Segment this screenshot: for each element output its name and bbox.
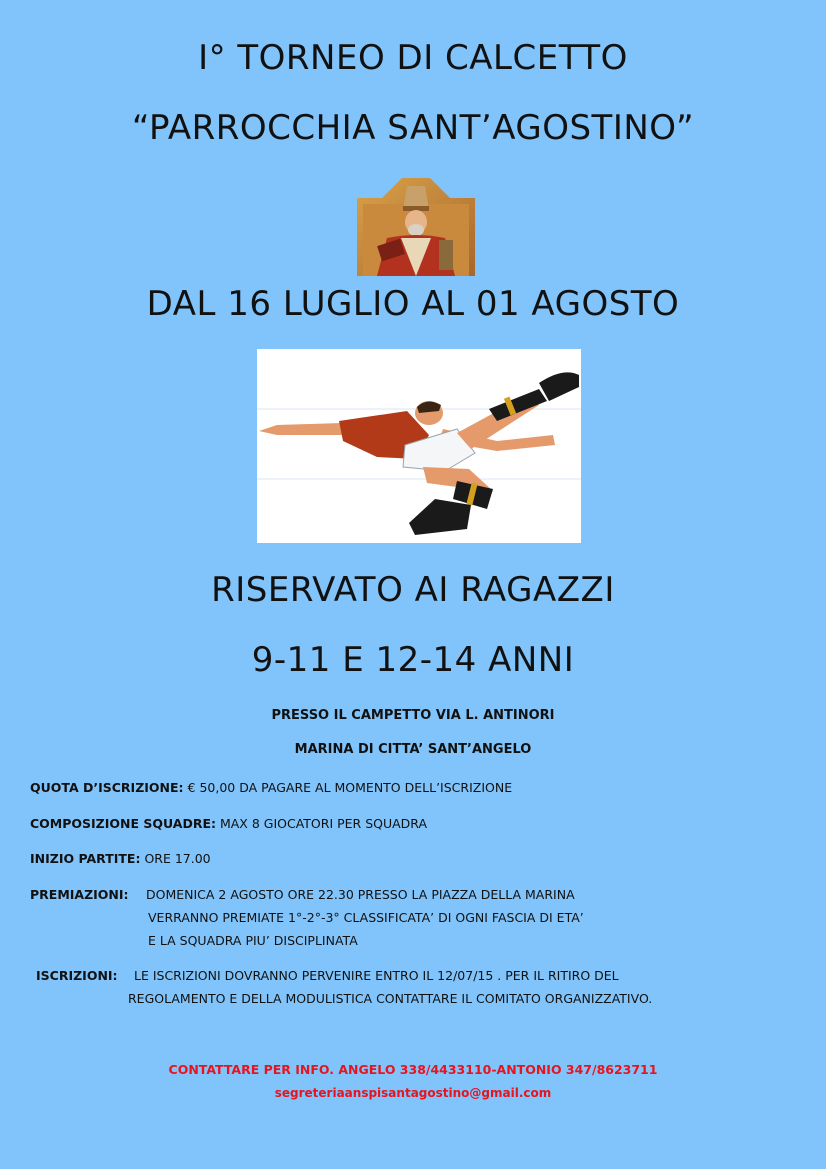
- fee-value: € 50,00 DA PAGARE AL MOMENTO DELL’ISCRIZIONE: [187, 780, 513, 795]
- registration-row: [36, 968, 118, 983]
- teams-label: COMPOSIZIONE SQUADRE:: [30, 816, 216, 831]
- saint-portrait-image: [357, 178, 475, 276]
- start-value: ORE 17.00: [144, 851, 211, 866]
- start-label: INIZIO PARTITE:: [30, 851, 141, 866]
- registration-line-1: LE ISCRIZIONI DOVRANNO PERVENIRE ENTRO IL 12/07/15 . PER IL RITIRO DEL: [134, 968, 619, 983]
- reserved-heading: RISERVATO AI RAGAZZI: [211, 570, 615, 610]
- teams-value: MAX 8 GIOCATORI PER SQUADRA: [219, 816, 428, 831]
- registration-line-2: REGOLAMENTO E DELLA MODULISTICA CONTATTARE IL COMITATO ORGANIZZATIVO.: [128, 991, 653, 1006]
- contact-email-link[interactable]: segreteriaanspisantagostino@gmail.com: [274, 1086, 552, 1100]
- awards-row: [30, 887, 129, 902]
- fee-row: [30, 780, 512, 795]
- title-line-1: I° TORNEO DI CALCETTO: [198, 38, 628, 78]
- location-line-1: PRESSO IL CAMPETTO VIA L. ANTINORI: [271, 708, 555, 723]
- registration-label: ISCRIZIONI:: [36, 968, 118, 983]
- contact-phones: CONTATTARE PER INFO. ANGELO 338/4433110-ANTONIO 347/8623711: [168, 1062, 658, 1077]
- dates-heading: DAL 16 LUGLIO AL 01 AGOSTO: [146, 284, 680, 324]
- ages-heading: 9-11 E 12-14 ANNI: [251, 640, 575, 680]
- player-image: [257, 349, 581, 543]
- awards-line-1: DOMENICA 2 AGOSTO ORE 22.30 PRESSO LA PIAZZA DELLA MARINA: [146, 887, 575, 902]
- title-line-2: “PARROCCHIA SANT’AGOSTINO”: [131, 108, 695, 148]
- start-row: [30, 851, 211, 866]
- awards-line-3: E LA SQUADRA PIU’ DISCIPLINATA: [148, 933, 358, 948]
- location-line-2: MARINA DI CITTA’ SANT’ANGELO: [294, 742, 532, 757]
- fee-label: QUOTA D’ISCRIZIONE:: [30, 780, 184, 795]
- awards-label: PREMIAZIONI:: [30, 887, 129, 902]
- teams-row: [30, 816, 427, 831]
- awards-line-2: VERRANNO PREMIATE 1°-2°-3° CLASSIFICATA’ DI OGNI FASCIA DI ETA’: [148, 910, 584, 925]
